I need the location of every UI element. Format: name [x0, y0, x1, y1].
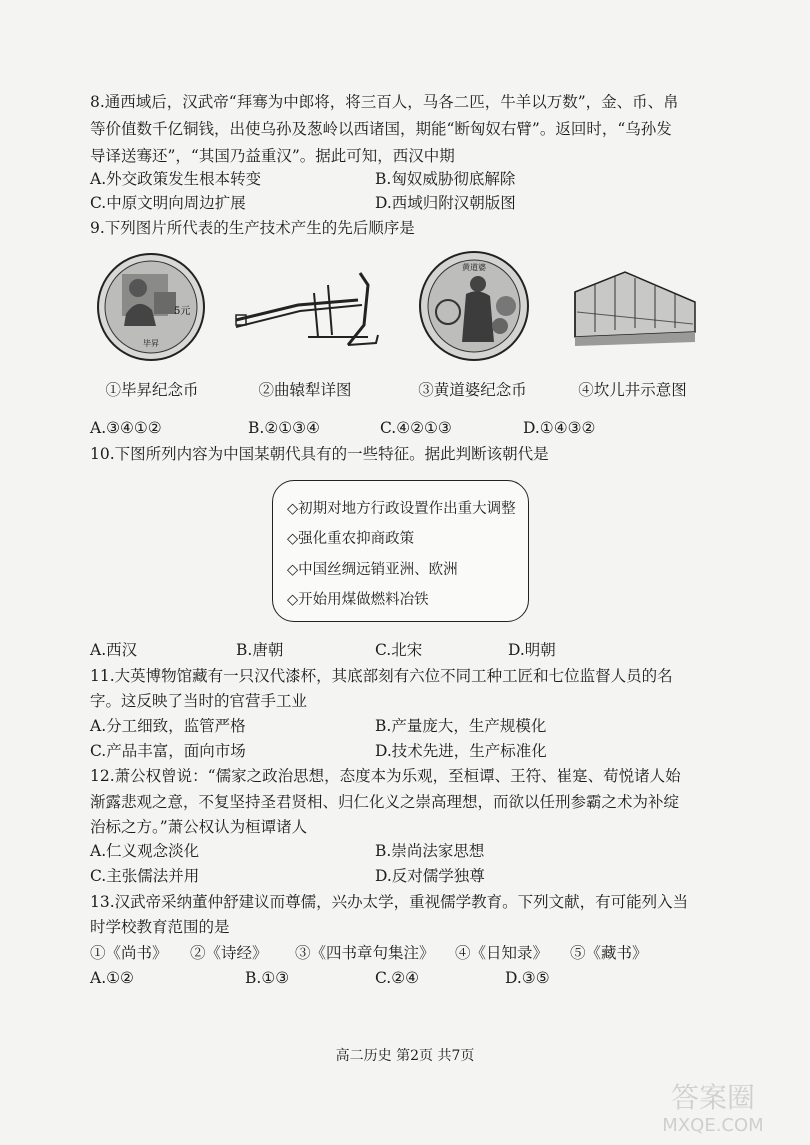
karez-diagram-figure — [565, 262, 700, 357]
q11-stem-line-1: 11.大英博物馆藏有一只汉代漆杯，其底部刻有六位不同工种工匠和七位监督人员的名 — [90, 667, 673, 685]
q10-option-c: C.北宋 — [375, 641, 423, 659]
q8-option-d: D.西域归附汉朝版图 — [375, 194, 516, 212]
svg-text:答案圈: 答案圈 — [670, 1081, 756, 1114]
svg-text:MXQE.COM: MXQE.COM — [662, 1115, 764, 1136]
q10-stem: 10.下图所列内容为中国某朝代具有的一些特征。据此判断该朝代是 — [90, 445, 549, 463]
q12-option-b: B.崇尚法家思想 — [375, 842, 485, 860]
q13-book-1: ①《尚书》 — [90, 944, 168, 962]
q10-feature-3: ◇中国丝绸远销亚洲、欧洲 — [287, 562, 458, 578]
q8-stem-line-1: 8.通西域后，汉武帝“拜骞为中郎将，将三百人，马各二匹，牛羊以万数”，金、币、帛 — [90, 93, 679, 111]
q13-book-5: ⑤《藏书》 — [570, 944, 648, 962]
q12-stem-line-2: 渐露悲观之意，不复坚持圣君贤相、归仁化义之崇高理想，而欲以任刑参霸之术为补绽 — [90, 793, 680, 811]
q8-option-b: B.匈奴威胁彻底解除 — [375, 170, 516, 188]
q12-stem-line-1: 12.萧公权曾说：“儒家之政治思想，态度本为乐观，至桓谭、王符、崔寔、荀悦诸人始 — [90, 767, 681, 785]
q13-stem-line-1: 13.汉武帝采纳董仲舒建议而尊儒，兴办太学，重视儒学教育。下列文献，有可能列入当 — [90, 893, 689, 911]
q13-stem-line-2: 时学校教育范围的是 — [90, 918, 230, 936]
q12-option-a: A.仁义观念淡化 — [90, 842, 200, 860]
q13-option-c: C.②④ — [375, 969, 420, 987]
q9-option-d: D.①④③② — [523, 419, 596, 437]
coin1-label: 毕昇 — [143, 339, 159, 348]
q8-option-c: C.中原文明向周边扩展 — [90, 194, 246, 212]
q12-stem-line-3: 治标之方。”萧公权认为桓谭诸人 — [90, 818, 308, 836]
q13-option-d: D.③⑤ — [505, 969, 550, 987]
q9-caption-4: ④坎儿井示意图 — [578, 381, 687, 399]
q10-option-a: A.西汉 — [90, 641, 138, 659]
q10-feature-2: ◇强化重农抑商政策 — [287, 531, 415, 547]
q10-feature-4: ◇开始用煤做燃料冶铁 — [287, 592, 429, 608]
q9-option-c: C.④②①③ — [380, 419, 452, 437]
q13-option-b: B.①③ — [245, 969, 290, 987]
q9-option-b: B.②①③④ — [248, 419, 320, 437]
q10-option-d: D.明朝 — [508, 641, 556, 659]
q11-option-b: B.产量庞大，生产规模化 — [375, 717, 547, 735]
q9-option-a: A.③④①② — [90, 419, 162, 437]
q12-option-c: C.主张儒法并用 — [90, 867, 200, 885]
q9-caption-3: ③黄道婆纪念币 — [418, 381, 527, 399]
q8-stem-line-3: 导译送骞还”，“其国乃益重汉”。据此可知，西汉中期 — [90, 147, 455, 165]
q11-option-c: C.产品丰富，面向市场 — [90, 742, 246, 760]
q9-caption-1: ①毕昇纪念币 — [105, 381, 199, 399]
q9-caption-2: ②曲辕犁详图 — [258, 381, 352, 399]
q10-feature-box — [272, 480, 529, 622]
q8-stem-line-2: 等价值数千亿铜钱，出使乌孙及葱岭以西诸国，期能“断匈奴右臂”。返回时，“乌孙发 — [90, 120, 672, 138]
q11-option-a: A.分工细致，监管严格 — [90, 717, 246, 735]
q13-book-3: ③《四书章句集注》 — [295, 944, 435, 962]
q11-stem-line-2: 字。这反映了当时的官营手工业 — [90, 692, 308, 710]
huangdaopo-coin-figure — [418, 250, 530, 362]
q10-option-b: B.唐朝 — [236, 641, 284, 659]
coin1-value: 5元 — [174, 306, 191, 317]
plough-diagram-figure — [228, 265, 388, 355]
q8-option-a: A.外交政策发生根本转变 — [90, 170, 262, 188]
coin3-label: 黄道婆 — [462, 263, 486, 272]
q13-book-4: ④《日知录》 — [455, 944, 549, 962]
q9-stem: 9.下列图片所代表的生产技术产生的先后顺序是 — [90, 219, 415, 237]
q10-feature-1: ◇初期对地方行政设置作出重大调整 — [287, 501, 516, 517]
q13-book-2: ②《诗经》 — [190, 944, 268, 962]
bisheng-coin-figure — [96, 252, 206, 362]
q11-option-d: D.技术先进，生产标准化 — [375, 742, 547, 760]
watermark-logo — [628, 1077, 798, 1137]
q13-option-a: A.①② — [90, 969, 134, 987]
q12-option-d: D.反对儒学独尊 — [375, 867, 485, 885]
page-footer: 高二历史 第2页 共7页 — [335, 1048, 475, 1064]
